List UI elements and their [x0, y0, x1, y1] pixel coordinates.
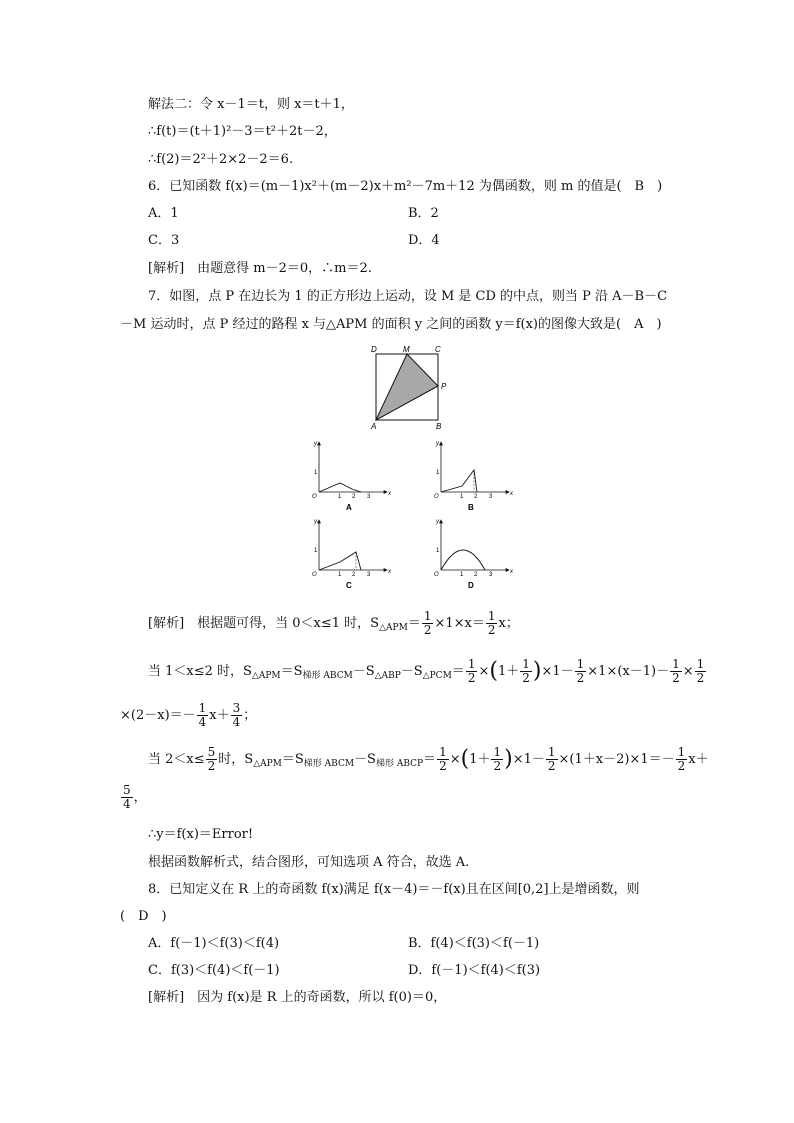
option-c-label: C: [346, 581, 352, 590]
svg-text:2: 2: [352, 494, 356, 500]
label-p: P: [441, 382, 447, 391]
graph-option-a: [312, 441, 392, 512]
solution-q7-line4: 当 2＜x≤ $\frac{5}{2}$ 时，$S_{\triangle APM}=S_{梯形 ABCM}-S_{梯形 ABCP}=$ $\frac{1}{2}$ ×(1＋ $\frac{1}{2}$ )×1－ $\frac{1}{2}$ ×(1＋x－2)×1＝－ $\frac{1}{2}$ x＋: [148, 745, 709, 773]
svg-text:3: 3: [489, 572, 493, 578]
question-7-line2: －M 运动时，点 P 经过的路程 x 与△APM 的面积 y 之间的函数 y＝f(x)的图像大致是( A ): [120, 317, 662, 332]
q8-option-b: B．f(4)＜f(3)＜f(－1): [408, 936, 540, 951]
svg-text:y: y: [436, 519, 439, 525]
graph-option-c: [312, 519, 392, 590]
svg-text:1: 1: [460, 494, 464, 500]
q6-solution: [解析] 由题意得 m－2＝0，∴m＝2.: [148, 261, 372, 276]
option-d-label: D: [468, 581, 474, 590]
graph-option-b: [434, 441, 514, 512]
svg-text:3: 3: [367, 494, 371, 500]
svg-text:2: 2: [474, 572, 478, 578]
graph-option-d: [434, 519, 514, 590]
svg-text:1: 1: [314, 470, 318, 476]
label-m: M: [403, 345, 410, 354]
q8-option-c: C．f(3)＜f(4)＜f(－1): [148, 963, 280, 978]
solution-q7-line2: 当 1＜x≤2 时，$S_{\triangle APM}=S_{梯形 ABCM}-S_{\triangle ABP}-S_{\triangle PCM}=$ $\frac{1}{2}$ ×(1＋ $\frac{1}{2}$ )×1－ $\frac{1}{2}$ ×1×(x－1)－ $\frac{1}{2}$ × $\frac{1}{2}$: [148, 657, 705, 685]
q6-option-d: D．4: [408, 233, 440, 248]
q8-option-d: D．f(－1)＜f(4)＜f(3): [408, 963, 541, 978]
option-graphs: [305, 438, 520, 594]
error-line: ∴y＝f(x)＝Error!: [148, 827, 254, 842]
svg-text:3: 3: [367, 572, 371, 578]
svg-text:3: 3: [489, 494, 493, 500]
question-7-line1: 7．如图，点 P 在边长为 1 的正方形边上运动，设 M 是 CD 的中点，则当 P 沿 A－B－C: [148, 289, 668, 304]
solution-q7-line3: ×(2－x)＝－ $\frac{1}{4}$ x＋ $\frac{3}{4}$ ；: [120, 701, 257, 729]
svg-text:1: 1: [338, 572, 342, 578]
q8-solution: [解析] 因为 f(x)是 R 上的奇函数，所以 f(0)＝0，: [148, 990, 447, 1005]
result-line: ∴f(2)＝2²＋2×2－2＝6.: [148, 152, 294, 167]
question-8-line2: ( D ): [120, 909, 167, 924]
question-8-line1: 8．已知定义在 R 上的奇函数 f(x)满足 f(x－4)＝－f(x)且在区间[0,2]上是增函数，则: [148, 882, 640, 897]
svg-text:O: O: [312, 572, 317, 578]
square-figure: [365, 342, 465, 432]
svg-text:y: y: [436, 441, 439, 447]
svg-text:O: O: [434, 494, 439, 500]
option-b-label: B: [468, 503, 474, 512]
method-two-line: 解法二：令 x－1＝t，则 x＝t＋1，: [148, 97, 354, 112]
label-b: B: [436, 422, 442, 431]
svg-text:x: x: [388, 491, 391, 497]
solution-q7-line5: $\frac{5}{4}$ ，: [123, 783, 147, 811]
q6-option-a: A．1: [148, 206, 179, 221]
conclusion-line: 根据函数解析式，结合图形，可知选项 A 符合，故选 A.: [148, 855, 470, 870]
question-6: 6．已知函数 f(x)＝(m－1)x²＋(m－2)x＋m²－7m＋12 为偶函数，则 m 的值是( B ): [148, 179, 663, 194]
q6-option-c: C．3: [148, 233, 180, 248]
label-c: C: [435, 345, 441, 354]
svg-text:O: O: [312, 494, 317, 500]
svg-text:x: x: [510, 569, 513, 575]
svg-text:1: 1: [314, 548, 318, 554]
substitution-line: ∴f(t)＝(t＋1)²－3＝t²＋2t－2，: [148, 124, 337, 139]
svg-text:1: 1: [460, 572, 464, 578]
option-a-label: A: [346, 503, 352, 512]
label-d: D: [371, 345, 377, 354]
svg-text:2: 2: [352, 572, 356, 578]
svg-text:x: x: [510, 491, 513, 497]
svg-text:1: 1: [338, 494, 342, 500]
solution-q7-line1: [解析] 根据题可得，当 0＜x≤1 时，$S_{\triangle APM}=$ $\frac{1}{2}$ ×1×x＝ $\frac{1}{2}$ x；: [148, 609, 519, 637]
svg-text:O: O: [434, 572, 439, 578]
svg-text:1: 1: [436, 548, 440, 554]
svg-text:y: y: [314, 519, 317, 525]
q6-option-b: B．2: [408, 206, 439, 221]
svg-text:1: 1: [436, 470, 440, 476]
svg-text:y: y: [314, 441, 317, 447]
q8-option-a: A．f(－1)＜f(3)＜f(4): [148, 936, 280, 951]
label-a: A: [371, 422, 377, 431]
svg-text:2: 2: [474, 494, 478, 500]
svg-text:x: x: [388, 569, 391, 575]
